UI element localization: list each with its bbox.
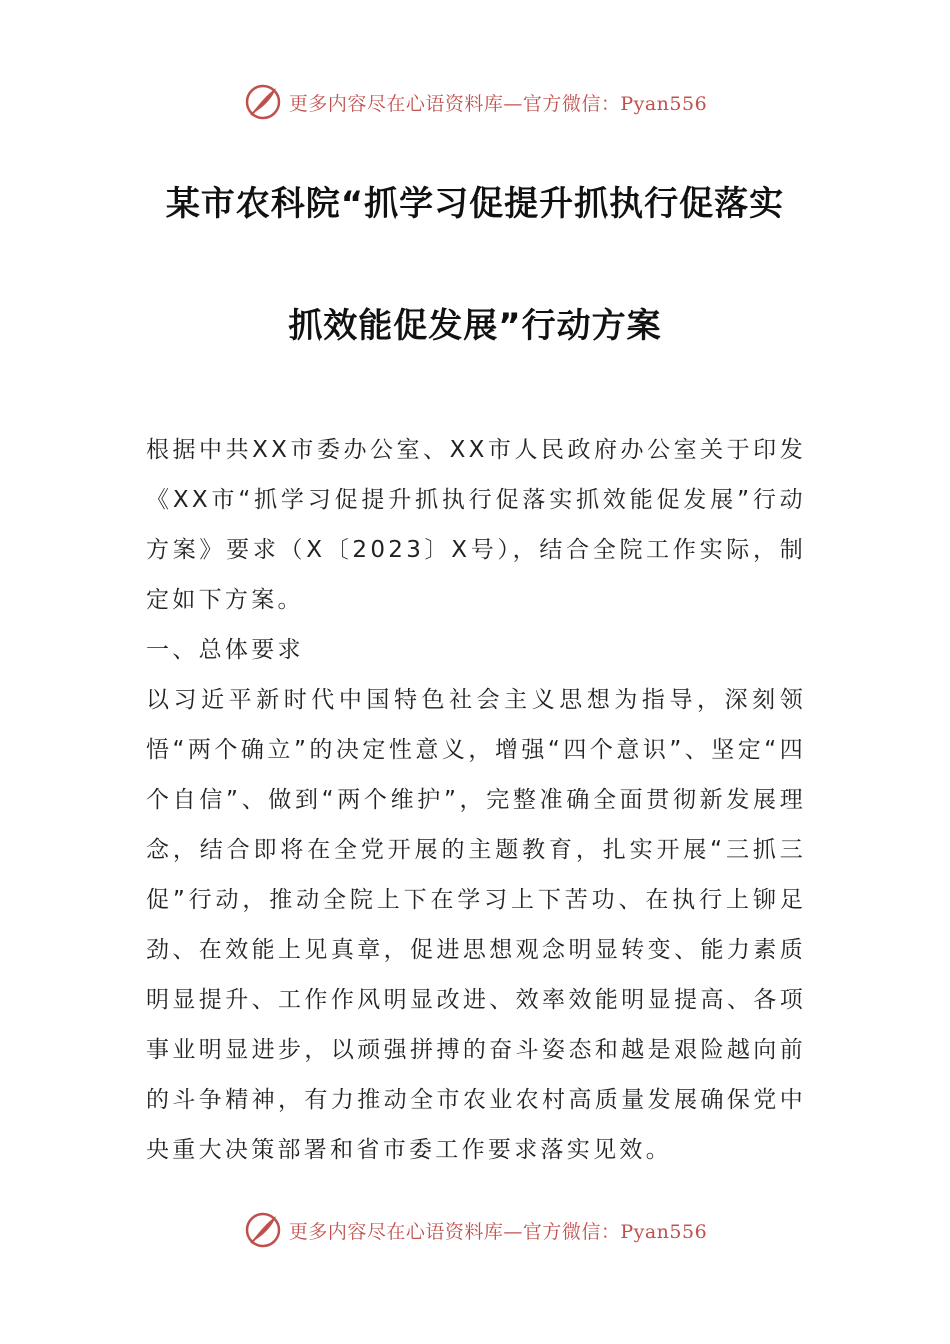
document-title-line-2: 抓效能促发展”行动方案: [288, 306, 662, 346]
document-title-line-1: 某市农科院“抓学习促提升抓执行促落实: [165, 184, 785, 224]
watermark-banner-bottom: [0, 1208, 950, 1252]
watermark-banner-top: [0, 80, 950, 124]
body-paragraph: 以习近平新时代中国特色社会主义思想为指导，深刻领悟“两个确立”的决定性意义，增强“四个意识”、坚定“四个自信”、做到“两个维护”，完整准确全面贯彻新发展理念，结合即将在全党开展的主题教育，扎实开展“三抓三促”行动，推动全院上下在学习上下苦功、在执行上铆足劲、在效能上见真章，促进思想观念明显转变、能力素质明显提升、工作作风明显改进、效率效能明显提高、各项事业明显进步，以顽强拼搏的奋斗姿态和越是艰险越向前的斗争精神，有力推动全市农业农村高质量发展确保党中央重大决策部署和省市委工作要求落实见效。: [146, 687, 806, 1163]
quill-logo-icon: [243, 1210, 283, 1250]
quill-logo-icon: [243, 82, 283, 122]
document-body: [146, 425, 806, 1175]
intro-paragraph: 根据中共XX市委办公室、XX市人民政府办公室关于印发《XX市“抓学习促提升抓执行促落实抓效能促发展”行动方案》要求（X〔2023〕X号），结合全院工作实际，制定如下方案。: [146, 437, 806, 613]
watermark-text: 更多内容尽在心语资料库—官方微信：Pyan556: [288, 92, 708, 115]
watermark-text: 更多内容尽在心语资料库—官方微信：Pyan556: [288, 1220, 708, 1243]
section-heading: 一、总体要求: [146, 637, 304, 663]
